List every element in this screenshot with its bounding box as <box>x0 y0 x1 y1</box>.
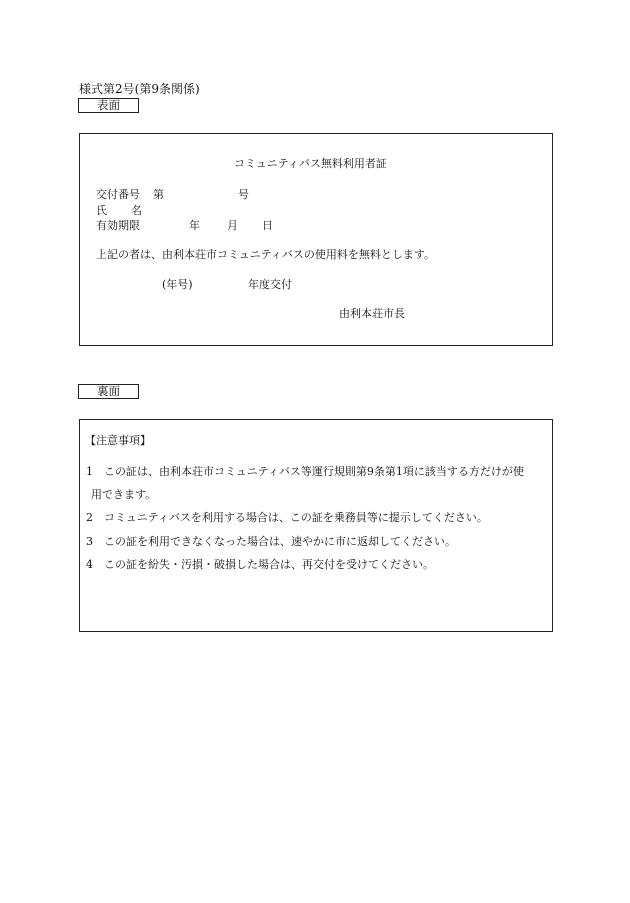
note-text: この証は、由利本荘市コミュニティバス等運行規則第9条第1項に該当する方だけが使 <box>104 465 524 478</box>
note-number: 4 <box>86 558 93 571</box>
valid-day-unit: 日 <box>262 219 273 232</box>
fiscal-year-issued-label: 年度交付 <box>248 278 292 291</box>
issue-number-label: 交付番号 <box>96 188 140 201</box>
free-use-statement: 上記の者は、由利本荘市コミュニティバスの使用料を無料とします。 <box>96 248 436 261</box>
back-side-label: 裏面 <box>78 384 139 399</box>
note-text: この証を利用できなくなった場合は、速やかに市に返却してください。 <box>104 535 456 548</box>
note-number: 2 <box>86 511 93 524</box>
valid-year-unit: 年 <box>189 219 200 232</box>
era-label: (年号) <box>162 278 193 291</box>
note-text: この証を紛失・汚損・破損した場合は、再交付を受けてください。 <box>104 558 434 571</box>
note-text-continuation: 用できます。 <box>91 488 157 501</box>
issue-number-suffix: 号 <box>238 188 249 201</box>
card-back-box <box>79 419 553 632</box>
note-number: 3 <box>86 535 93 548</box>
card-title: コミュニティバス無料利用者証 <box>234 157 387 170</box>
issuer-mayor: 由利本荘市長 <box>339 307 405 320</box>
name-label-char-1: 氏 <box>96 204 107 217</box>
front-side-label: 表面 <box>78 98 139 113</box>
name-label-char-2: 名 <box>131 204 142 217</box>
valid-month-unit: 月 <box>227 219 238 232</box>
form-number: 様式第2号(第9条関係) <box>79 82 200 96</box>
issue-number-prefix: 第 <box>153 188 164 201</box>
valid-until-label: 有効期限 <box>96 219 140 232</box>
note-number: 1 <box>86 465 93 478</box>
notes-title: 【注意事項】 <box>85 434 151 447</box>
note-text: コミュニティバスを利用する場合は、この証を乗務員等に提示してください。 <box>104 511 488 524</box>
